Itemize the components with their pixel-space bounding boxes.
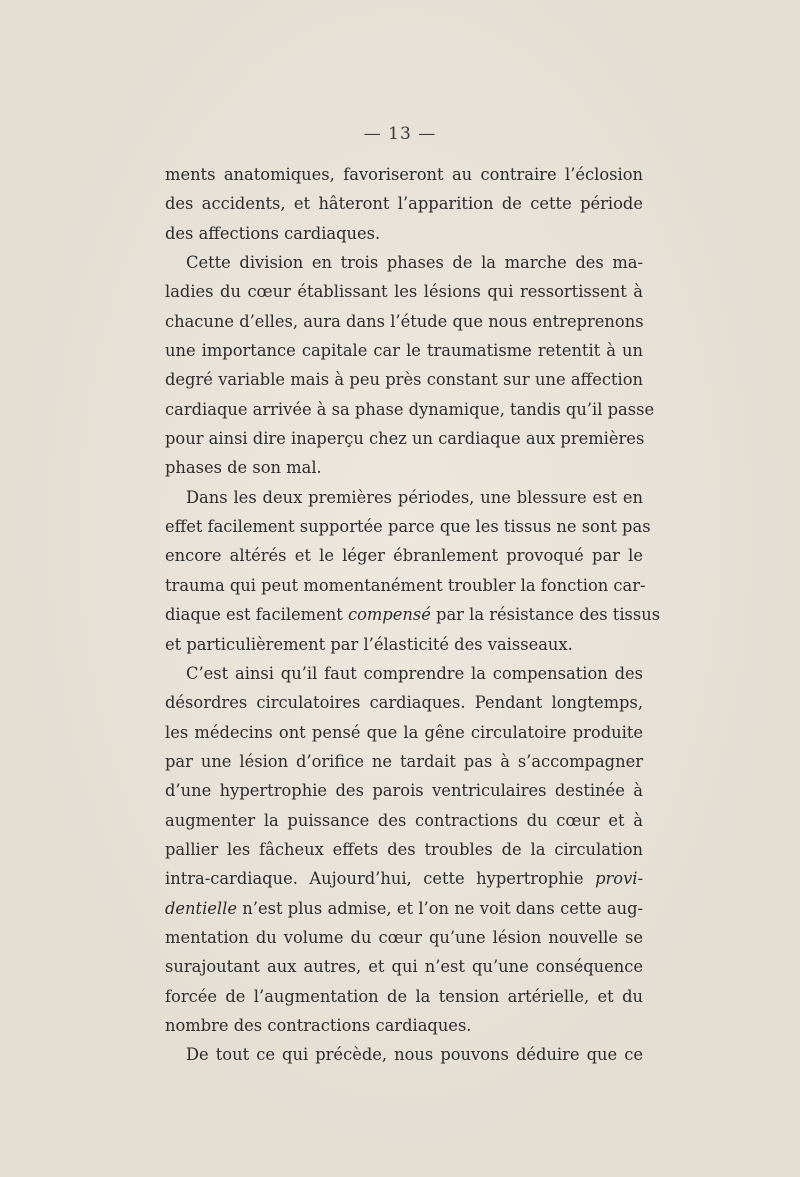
text-line: degré variable mais à peu près constant sur une affection: [165, 370, 643, 390]
text-line: mentation du volume du cœur qu’une lésion nouvelle se: [165, 927, 643, 947]
text-line: [165, 600, 661, 629]
text-line: pour ainsi dire inaperçu chez un cardiaque aux premières: [165, 429, 645, 449]
text-line: Cette division en trois phases de la marche des ma-: [186, 253, 643, 273]
italic-text: compensé: [347, 605, 431, 625]
text-line: d’une hypertrophie des parois ventriculaires destinée à: [165, 781, 643, 801]
page-number: — 13 —: [363, 124, 437, 144]
italic-text: dentielle: [165, 898, 237, 918]
text-line: [165, 894, 643, 923]
text-run: n’est plus admise, et l’on ne voit dans cette aug-: [236, 898, 643, 918]
text-run: intra-cardiaque. Aujourd’hui, cette hypertrophie: [165, 869, 596, 889]
text-line: trauma qui peut momentanément troubler la fonction car-: [165, 575, 646, 595]
text-line: et particulièrement par l’élasticité des vaisseaux.: [165, 634, 573, 654]
text-line: nombre des contractions cardiaques.: [165, 1015, 472, 1035]
text-line: chacune d’elles, aura dans l’étude que nous entreprenons: [165, 311, 644, 331]
text-line: une importance capitale car le traumatisme retentit à un: [165, 341, 643, 361]
text-line: ladies du cœur établissant les lésions qui ressortissent à: [165, 282, 643, 302]
text-line: désordres circulatoires cardiaques. Pendant longtemps,: [165, 693, 643, 713]
text-line: C’est ainsi qu’il faut comprendre la compensation des: [186, 663, 643, 683]
text-line: encore altérés et le léger ébranlement provoqué par le: [165, 546, 643, 566]
body-text: [165, 160, 661, 1070]
text-line: Dans les deux premières périodes, une blessure est en: [186, 487, 643, 507]
text-line: surajoutant aux autres, et qui n’est qu’une conséquence: [165, 957, 643, 977]
text-line: les médecins ont pensé que la gêne circulatoire produite: [165, 722, 643, 742]
text-line: cardiaque arrivée à sa phase dynamique, tandis qu’il passe: [165, 399, 655, 419]
text-line: des accidents, et hâteront l’apparition de cette période: [165, 194, 643, 214]
text-line: pallier les fâcheux effets des troubles de la circulation: [165, 839, 643, 859]
text-line: [165, 864, 643, 893]
text-line: effet facilement supportée parce que les tissus ne sont pas: [165, 517, 651, 537]
text-line: augmenter la puissance des contractions du cœur et à: [165, 810, 643, 830]
text-line: phases de son mal.: [165, 458, 322, 478]
text-line: forcée de l’augmentation de la tension artérielle, et du: [165, 986, 643, 1006]
text-run: diaque est facilement: [165, 605, 348, 625]
text-line: De tout ce qui précède, nous pouvons déduire que ce: [186, 1045, 643, 1065]
italic-text: provi-: [595, 869, 643, 889]
text-line: par une lésion d’orifice ne tardait pas à s’accompagner: [165, 751, 643, 771]
text-line: ments anatomiques, favoriseront au contraire l’éclosion: [165, 165, 643, 184]
text-line: des affections cardiaques.: [165, 223, 381, 243]
text-run: par la résistance des tissus: [430, 605, 661, 625]
